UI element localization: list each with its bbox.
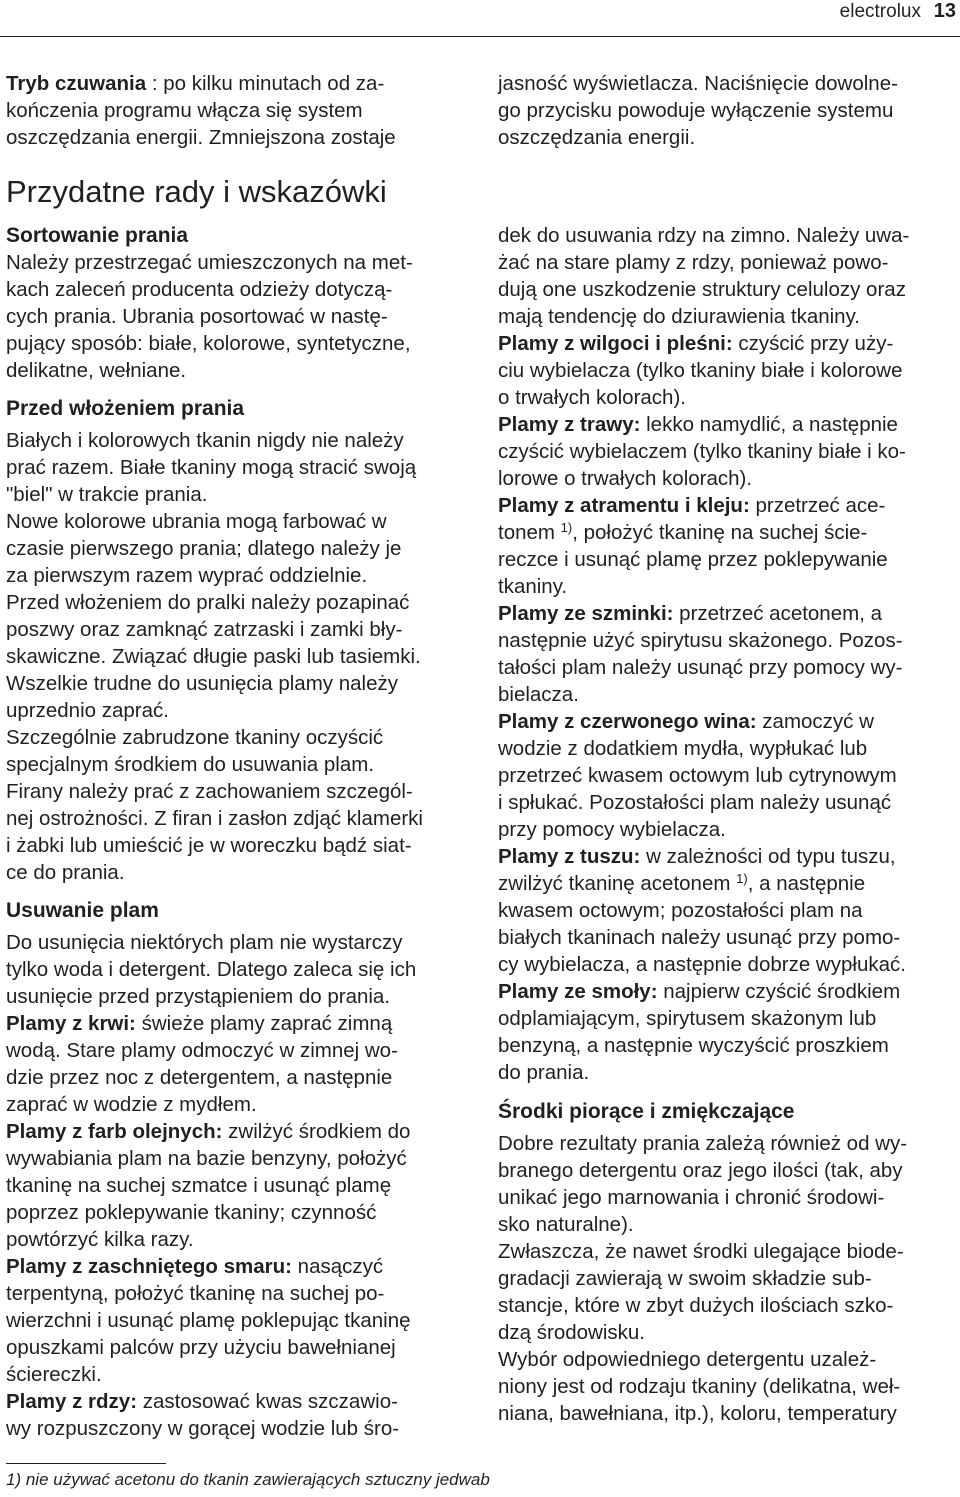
text-line: Przed włożeniem do pralki należy pozapinać [6,591,410,614]
text-line: niana, bawełniana, itp.), koloru, temperatury [498,1402,897,1425]
line-text: nasączyć [291,1255,384,1278]
line-text: odplamiającym, spirytusem skażonym lub [498,1007,877,1030]
right-column [498,222,960,1427]
text-line: Wybór odpowiedniego detergentu uzależ- [498,1348,877,1371]
line-text: terpentyną, położyć tkaninę na suchej po- [6,1282,385,1305]
line-text: do prania. [498,1061,590,1084]
line-text: o trwałych kolorach). [498,386,686,409]
line-text: kwasem octowym; pozostałości plam na [498,899,863,922]
text-line [6,1388,476,1415]
text-line: kończenia programu włącza się system [6,99,363,122]
stain-type-label: Plamy ze szminki: [498,602,674,625]
line-text: zaprać w wodzie z mydłem. [6,1093,257,1116]
text-line [498,870,960,897]
line-text: białych tkaninach należy usunąć przy pomo- [498,926,901,949]
text-line [498,789,960,816]
text-line [498,573,960,600]
text-line: branego detergentu oraz jego ilości (tak, aby [498,1159,903,1182]
text-line: prać razem. Białe tkaniny mogą stracić swoją [6,456,417,479]
text-line: oszczędzania energii. [498,126,696,149]
line-text: opuszkami palców przy użyciu bawełnianej [6,1336,396,1359]
stain-type-label: Plamy z rdzy: [6,1390,138,1413]
text-line: Należy przestrzegać umieszczonych na met- [6,251,413,274]
line-text: Do usunięcia niektórych plam nie wystarczy [6,931,403,954]
stain-type-label: Plamy z zaschniętego smaru: [6,1255,292,1278]
brand-name: electrolux [839,1,921,22]
text-line: skawiczne. Związać długie paski lub tasiemki. [6,645,421,668]
text-line: niony jest od rodzaju tkaniny (delikatna, weł- [498,1375,901,1398]
text-line [498,222,960,249]
line-text: czyścić wybielaczem (tylko tkaniny białe i ko- [498,440,906,463]
sorting-text [6,249,476,384]
line-text: tylko woda i detergent. Dlatego zaleca się ich [6,958,417,981]
detergents-text [498,1130,960,1427]
text-line [6,1253,476,1280]
text-line [498,708,960,735]
text-line [6,983,476,1010]
line-text: : po kilku minutach od za- [146,72,385,95]
stain-type-label: Plamy z trawy: [498,413,641,436]
text-line [498,546,960,573]
text-line: cych prania. Ubrania posortować w nastę- [6,305,388,328]
line-text: mają tendencję do dziurawienia tkaniny. [498,305,861,328]
line-text: przetrzeć ace- [749,494,886,517]
text-line [498,411,960,438]
text-line: Zwłaszcza, że nawet środki ulegające biode- [498,1240,904,1263]
text-line [6,1010,476,1037]
text-line [6,929,476,956]
line-text: lekko namydlić, a następnie [640,413,898,436]
text-line [498,519,960,546]
line-text: zwilżyć środkiem do [222,1120,411,1143]
text-line [498,951,960,978]
text-line [6,1091,476,1118]
text-line: poszwy oraz zamknąć zatrzaski i zamki bły- [6,618,403,641]
text-line: Wszelkie trudne do usunięcia plamy należy [6,672,398,695]
text-line: Firany należy prać z zachowaniem szczegól- [6,780,413,803]
text-line: Szczególnie zabrudzone tkaniny oczyścić [6,726,384,749]
text-line: specjalnym środkiem do usuwania plam. [6,753,375,776]
line-text: cy wybielacza, a następnie dobrze wypłukać. [498,953,906,976]
line-text: zamoczyć w [756,710,874,733]
text-line: delikatne, wełniane. [6,359,187,382]
text-line: Nowe kolorowe ubrania mogą farbować w [6,510,387,533]
stain-removal-text-continued [498,222,960,1086]
text-line [6,1280,476,1307]
text-line: oszczędzania energii. Zmniejszona zostaje [6,126,396,149]
text-line [6,1037,476,1064]
text-line [6,1415,476,1442]
before-washing-text [6,427,476,886]
line-text: , a następnie [747,872,866,895]
line-text: wodzie z dodatkiem mydła, wypłukać lub [498,737,868,760]
line-text: wy rozpuszczony w gorącej wodzie lub śro- [6,1417,400,1440]
footnote: 1) nie używać acetonu do tkanin zawierających sztuczny jedwab [6,1470,490,1489]
stain-type-label: Plamy z tuszu: [498,845,641,868]
line-text: zwilżyć tkaninę acetonem [498,872,737,895]
standby-term: Tryb czuwania [6,72,147,95]
text-line [498,1059,960,1086]
header-rule [0,36,960,37]
text-line: dzą środowisku. [498,1321,645,1344]
text-line [498,816,960,843]
stain-type-label: Plamy z farb olejnych: [6,1120,223,1143]
text-line: ce do prania. [6,861,125,884]
text-line [498,600,960,627]
text-line [498,735,960,762]
text-line [498,762,960,789]
text-line [498,681,960,708]
line-text: ściereczki. [6,1363,102,1386]
text-line: jasność wyświetlacza. Naciśnięcie dowolne- [498,72,898,95]
line-text: dzie przez noc z detergentem, a następnie [6,1066,393,1089]
stain-type-label: Plamy z atramentu i kleju: [498,494,750,517]
text-line [498,897,960,924]
text-line: kach zaleceń producenta odzieży dotyczą- [6,278,393,301]
text-line [6,1145,476,1172]
text-line [498,654,960,681]
line-text: reczce i usunąć plamę przez poklepywanie [498,548,888,571]
text-line [498,627,960,654]
footnote-rule [6,1463,166,1464]
detergents-heading: Środki piorące i zmiękczające [498,1100,795,1123]
line-text: wierzchni i usunąć plamę poklepując tkaninę [6,1309,411,1332]
text-line [498,276,960,303]
line-text: i spłukać. Pozostałości plam należy usunąć [498,791,892,814]
line-text: wywabiania plam na bazie benzyny, położyć [6,1147,407,1170]
text-line [6,1226,476,1253]
text-line: sko naturalne). [498,1213,634,1236]
text-line: pujący sposób: białe, kolorowe, syntetyczne, [6,332,411,355]
text-line [498,303,960,330]
text-line: "biel" w trakcie prania. [6,483,208,506]
stain-type-label: Plamy z wilgoci i pleśni: [498,332,733,355]
text-line [498,1032,960,1059]
text-line [498,330,960,357]
page-header [0,0,960,40]
left-column [6,222,476,1442]
text-line [6,70,476,97]
line-text: przetrzeć acetonem, a [673,602,882,625]
section-title: Przydatne rady i wskazówki [6,174,387,209]
text-line [6,1199,476,1226]
line-text: poprzez poklepywanie tkaniny; czynność [6,1201,377,1224]
line-text: żać na stare plamy z rdzy, ponieważ powo- [498,251,889,274]
line-text: najpierw czyścić środkiem [657,980,901,1003]
text-line [498,843,960,870]
text-line [6,1118,476,1145]
page-number: 13 [933,0,956,22]
text-line [498,249,960,276]
text-line [6,1361,476,1388]
stain-type-label: Plamy z czerwonego wina: [498,710,757,733]
text-line [498,357,960,384]
stain-type-label: Plamy z krwi: [6,1012,136,1035]
line-text: usunięcie przed przystąpieniem do prania. [6,985,391,1008]
footnote-marker: 1) [736,871,748,886]
footnote-marker: 1) [560,520,573,535]
text-line: za pierwszym razem wyprać oddzielnie. [6,564,368,587]
line-text: , położyć tkaninę na suchej ście- [572,521,868,544]
stain-type-label: Plamy ze smoły: [498,980,658,1003]
stain-removal-text [6,929,476,1442]
text-line: gradacji zawierają w swoim składzie sub- [498,1267,872,1290]
text-line [6,956,476,983]
standby-paragraph-continued [498,70,960,151]
line-text: wodą. Stare plamy odmoczyć w zimnej wo- [6,1039,398,1062]
text-line [498,492,960,519]
standby-paragraph [6,70,476,151]
line-text: powtórzyć kilka razy. [6,1228,194,1251]
text-line [498,465,960,492]
text-line: czasie pierwszego prania; dlatego należy je [6,537,402,560]
text-line [6,1064,476,1091]
text-line [498,384,960,411]
line-text: bielacza. [498,683,579,706]
text-line: uprzednio zaprać. [6,699,169,722]
line-text: dują one uszkodzenie struktury celulozy oraz [498,278,906,301]
line-text: przetrzeć kwasem octowym lub cytrynowym [498,764,897,787]
text-line: nej ostrożności. Z firan i zasłon zdjąć klamerki [6,807,423,830]
text-line [498,438,960,465]
line-text: ciu wybielacza (tylko tkaniny białe i kolorowe [498,359,903,382]
text-line: i żabki lub umieścić je w woreczku bądź siat- [6,834,412,857]
text-line [6,1307,476,1334]
line-text: tkaniny. [498,575,568,598]
line-text: tałości plam należy usunąć przy pomocy wy- [498,656,903,679]
before-washing-heading: Przed włożeniem prania [6,397,245,420]
sorting-heading: Sortowanie prania [6,224,189,247]
text-line [498,978,960,1005]
text-line [6,1334,476,1361]
line-text: dek do usuwania rdzy na zimno. Należy uwa- [498,224,910,247]
line-text: w zależności od typu tuszu, [640,845,896,868]
line-text: świeże plamy zaprać zimną [135,1012,393,1035]
line-text: zastosować kwas szczawio- [137,1390,398,1413]
line-text: przy pomocy wybielacza. [498,818,726,841]
line-text: czyścić przy uży- [732,332,894,355]
line-text: następnie użyć spirytusu skażonego. Pozos- [498,629,903,652]
text-line: Dobre rezultaty prania zależą również od wy- [498,1132,908,1155]
text-line: unikać jego marnowania i chronić środowi- [498,1186,885,1209]
line-text: benzyną, a następnie wyczyścić proszkiem [498,1034,889,1057]
text-line: stancje, które w zbyt dużych ilościach szko- [498,1294,894,1317]
text-line [498,924,960,951]
text-line [498,1005,960,1032]
line-text: tonem [498,521,561,544]
line-text: lorowe o trwałych kolorach). [498,467,753,490]
text-line [6,1172,476,1199]
text-line: go przycisku powoduje wyłączenie systemu [498,99,894,122]
text-line: Białych i kolorowych tkanin nigdy nie należy [6,429,404,452]
line-text: tkaninę na suchej szmatce i usunąć plamę [6,1174,392,1197]
stain-removal-heading: Usuwanie plam [6,899,159,922]
